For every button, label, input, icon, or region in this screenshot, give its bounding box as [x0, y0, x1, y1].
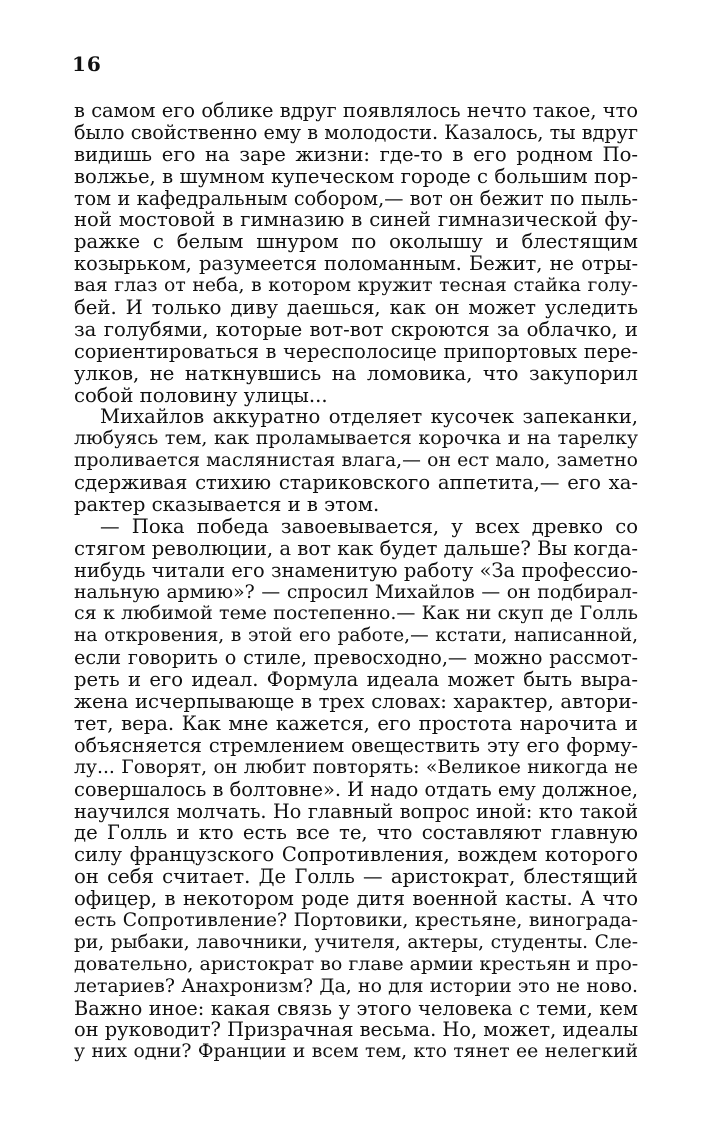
text-line: на откровения, в этой его работе,— кстати, написанной, — [74, 625, 638, 647]
text-line: — Пока победа завоевывается, у всех древко со — [100, 514, 638, 538]
text-line: собой половину улицы... — [74, 383, 328, 407]
text-line: за голубями, которые вот-вот скроются за облачко, и — [74, 317, 638, 341]
text-line: в самом его облике вдруг появлялось нечто такое, что — [74, 99, 638, 122]
text-line: жена исчерпывающе в трех словах: характер, автори- — [74, 690, 638, 714]
text-line: улков, не наткнувшись на ломовика, что закупорил — [74, 361, 638, 385]
text-line: ной мостовой в гимназию в синей гимназической фу- — [74, 208, 638, 232]
text-line: бей. И только диву даешься, как он может уследить — [74, 296, 638, 320]
text-line: вая глаз от неба, в котором кружит тесная стайка голу- — [74, 275, 638, 297]
text-line: де Голль и кто есть все те, что составляют главную — [74, 821, 638, 845]
page-number: 16 — [72, 52, 102, 76]
text-line: офицер, в некотором роде дитя военной касты. А что — [74, 887, 638, 911]
body-text — [74, 100, 638, 1063]
text-line: рактер сказывается и в этом. — [74, 493, 380, 517]
paragraph — [74, 100, 638, 406]
text-line: нальную армию»? — спросил Михайлов — он подбирал- — [74, 581, 638, 603]
text-line: сдерживая стихию стариковского аппетита,— его ха- — [74, 471, 638, 495]
text-line: он себя считает. Де Голль — аристократ, блестящий — [74, 865, 638, 889]
text-line: проливается маслянистая влага,— он ест мало, заметно — [74, 450, 638, 472]
text-line: летариев? Анахронизм? Да, но для истории это не ново. — [74, 975, 638, 997]
text-line: есть Сопротивление? Портовики, крестьяне, винограда- — [74, 909, 638, 931]
text-line: козырьком, разумеется поломанным. Бежит, не отры- — [74, 252, 638, 276]
text-line: сориентироваться в чересполосице припортовых пере- — [74, 339, 638, 363]
text-line: он руководит? Призрачная весьма. Но, может, идеалы — [74, 1018, 639, 1042]
text-line: у них одни? Франции и всем тем, кто тянет ее нелегкий — [74, 1041, 638, 1063]
text-line: стягом революции, а вот как будет дальше? Вы когда- — [74, 536, 638, 560]
text-line: волжье, в шумном купеческом городе с большим пор- — [74, 164, 638, 188]
text-line: видишь его на заре жизни: где-то в его родном По- — [74, 142, 638, 166]
text-line: нибудь читали его знаменитую работу «За профессио- — [74, 558, 638, 582]
text-line: лу... Говорят, он любит повторять: «Великое никогда не — [74, 756, 638, 778]
text-line: ри, рыбаки, лавочники, учителя, актеры, студенты. Сле- — [74, 931, 638, 953]
text-line: объясняется стремлением овеществить эту его форму- — [74, 733, 638, 757]
paragraph — [74, 516, 638, 1063]
text-line: научился молчать. Но главный вопрос иной: кто такой — [74, 799, 638, 823]
text-line: совершалось в болтовне». И надо отдать ему должное, — [74, 777, 638, 801]
text-line: том и кафедральным собором,— вот он бежит по пыль- — [74, 186, 638, 210]
text-line: довательно, аристократ во главе армии крестьян и про- — [74, 952, 639, 975]
text-line: было свойственно ему в молодости. Казалось, ты вдруг — [74, 120, 638, 144]
text-line: Михайлов аккуратно отделяет кусочек запеканки, — [100, 405, 638, 429]
text-line: реть и его идеал. Формула идеала может быть выра- — [74, 668, 638, 692]
text-line: ся к любимой теме постепенно.— Как ни скуп де Голль — [74, 602, 638, 625]
text-line: Важно иное: какая связь у этого человека с теми, кем — [74, 996, 638, 1020]
text-line: если говорить о стиле, превосходно,— можно рассмот- — [74, 646, 638, 670]
text-line: ражке с белым шнуром по околышу и блестящим — [74, 230, 638, 254]
paragraph — [74, 406, 638, 515]
text-line: тет, вера. Как мне кажется, его простота нарочита и — [74, 711, 638, 735]
text-line: силу французского Сопротивления, вождем которого — [74, 843, 638, 867]
text-line: любуясь тем, как проламывается корочка и на тарелку — [74, 427, 638, 450]
